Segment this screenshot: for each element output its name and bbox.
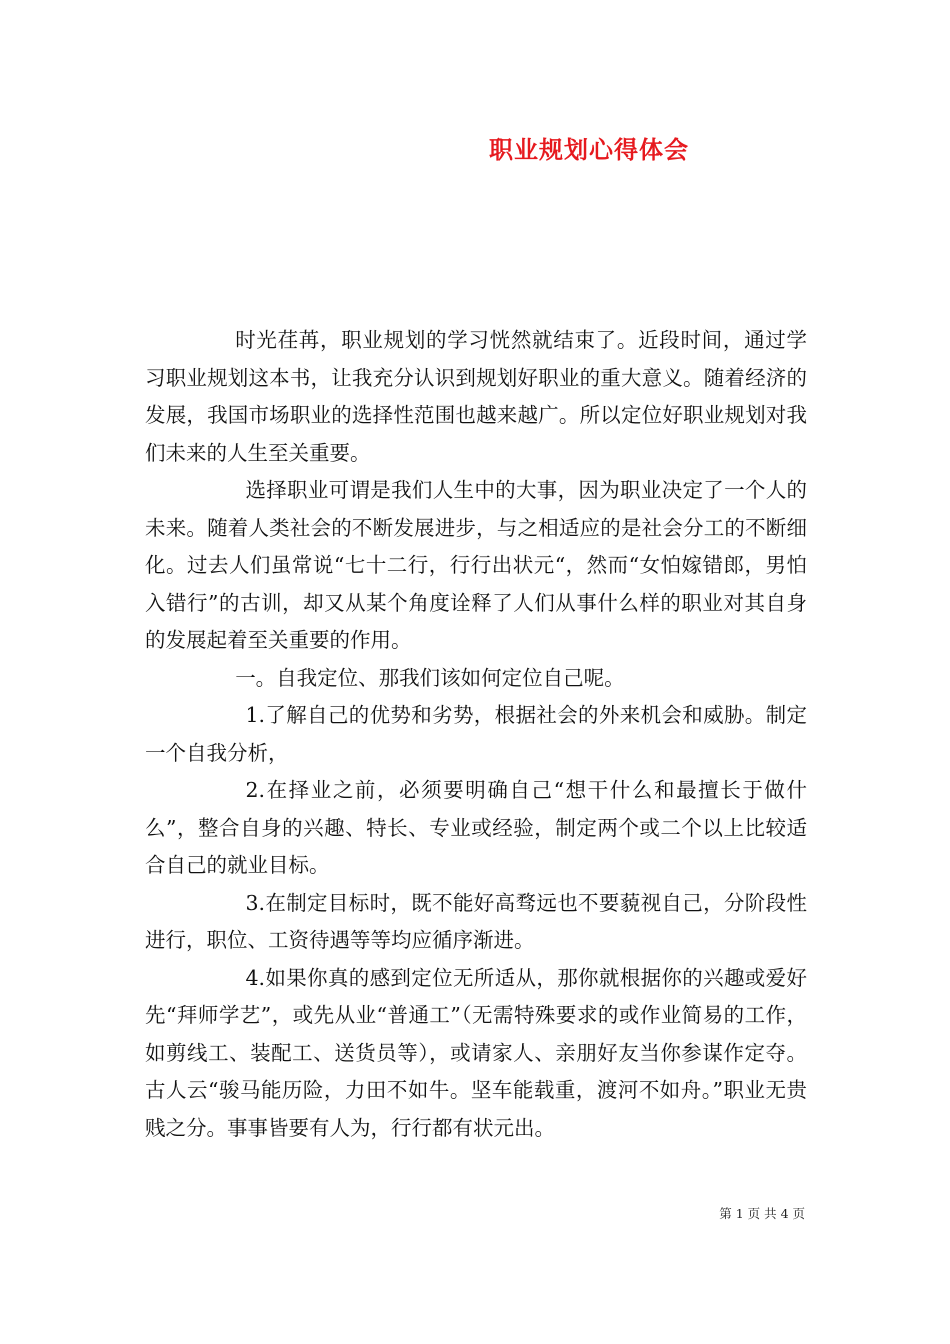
paragraph-item-3: 3.在制定目标时，既不能好高骛远也不要藐视自己，分阶段性进行，职位、工资待遇等等均应循序渐进。	[145, 890, 807, 952]
paragraph-item-4: 4.如果你真的感到定位无所适从，那你就根据你的兴趣或爱好先“拜师学艺”，或先从业“普通工”（无需特殊要求的或作业简易的工作，如剪线工、装配工、送货员等），或请家人、亲朋好友当你参谋作定夺。古人云“骏马能历险，力田不如牛。坚车能载重，渡河不如舟。”职业无贵贱之分。事事皆要有人为，行行都有状元出。	[145, 965, 807, 1140]
paragraph-section-heading: 一。自我定位、那我们该如何定位自己呢。	[235, 665, 625, 690]
paragraph-career-choice: 选择职业可谓是我们人生中的大事，因为职业决定了一个人的未来。随着人类社会的不断发展进步，与之相适应的是社会分工的不断细化。过去人们虽常说“七十二行，行行出状元“，然而“女怕嫁错郎，男怕入错行”的古训，却又从某个角度诠释了人们从事什么样的职业对其自身的发展起着至关重要的作用。	[145, 478, 807, 652]
paragraph-item-1: 1.了解自己的优势和劣势，根据社会的外来机会和威胁。制定一个自我分析，	[145, 703, 807, 765]
paragraph-item-2: 2.在择业之前，必须要明确自己“想干什么和最擅长于做什么”，整合自身的兴趣、特长、专业或经验，制定两个或二个以上比较适合自己的就业目标。	[145, 778, 807, 877]
document-title: 职业规划心得体会	[489, 135, 689, 164]
page-number-footer: 第 1 页 共 4 页	[719, 1206, 805, 1221]
paragraph-intro: 时光荏苒，职业规划的学习恍然就结束了。近段时间，通过学习职业规划这本书，让我充分认识到规划好职业的重大意义。随着经济的发展，我国市场职业的选择性范围也越来越广。所以定位好职业规划对我们未来的人生至关重要。	[145, 328, 807, 465]
document-body	[145, 322, 807, 1147]
